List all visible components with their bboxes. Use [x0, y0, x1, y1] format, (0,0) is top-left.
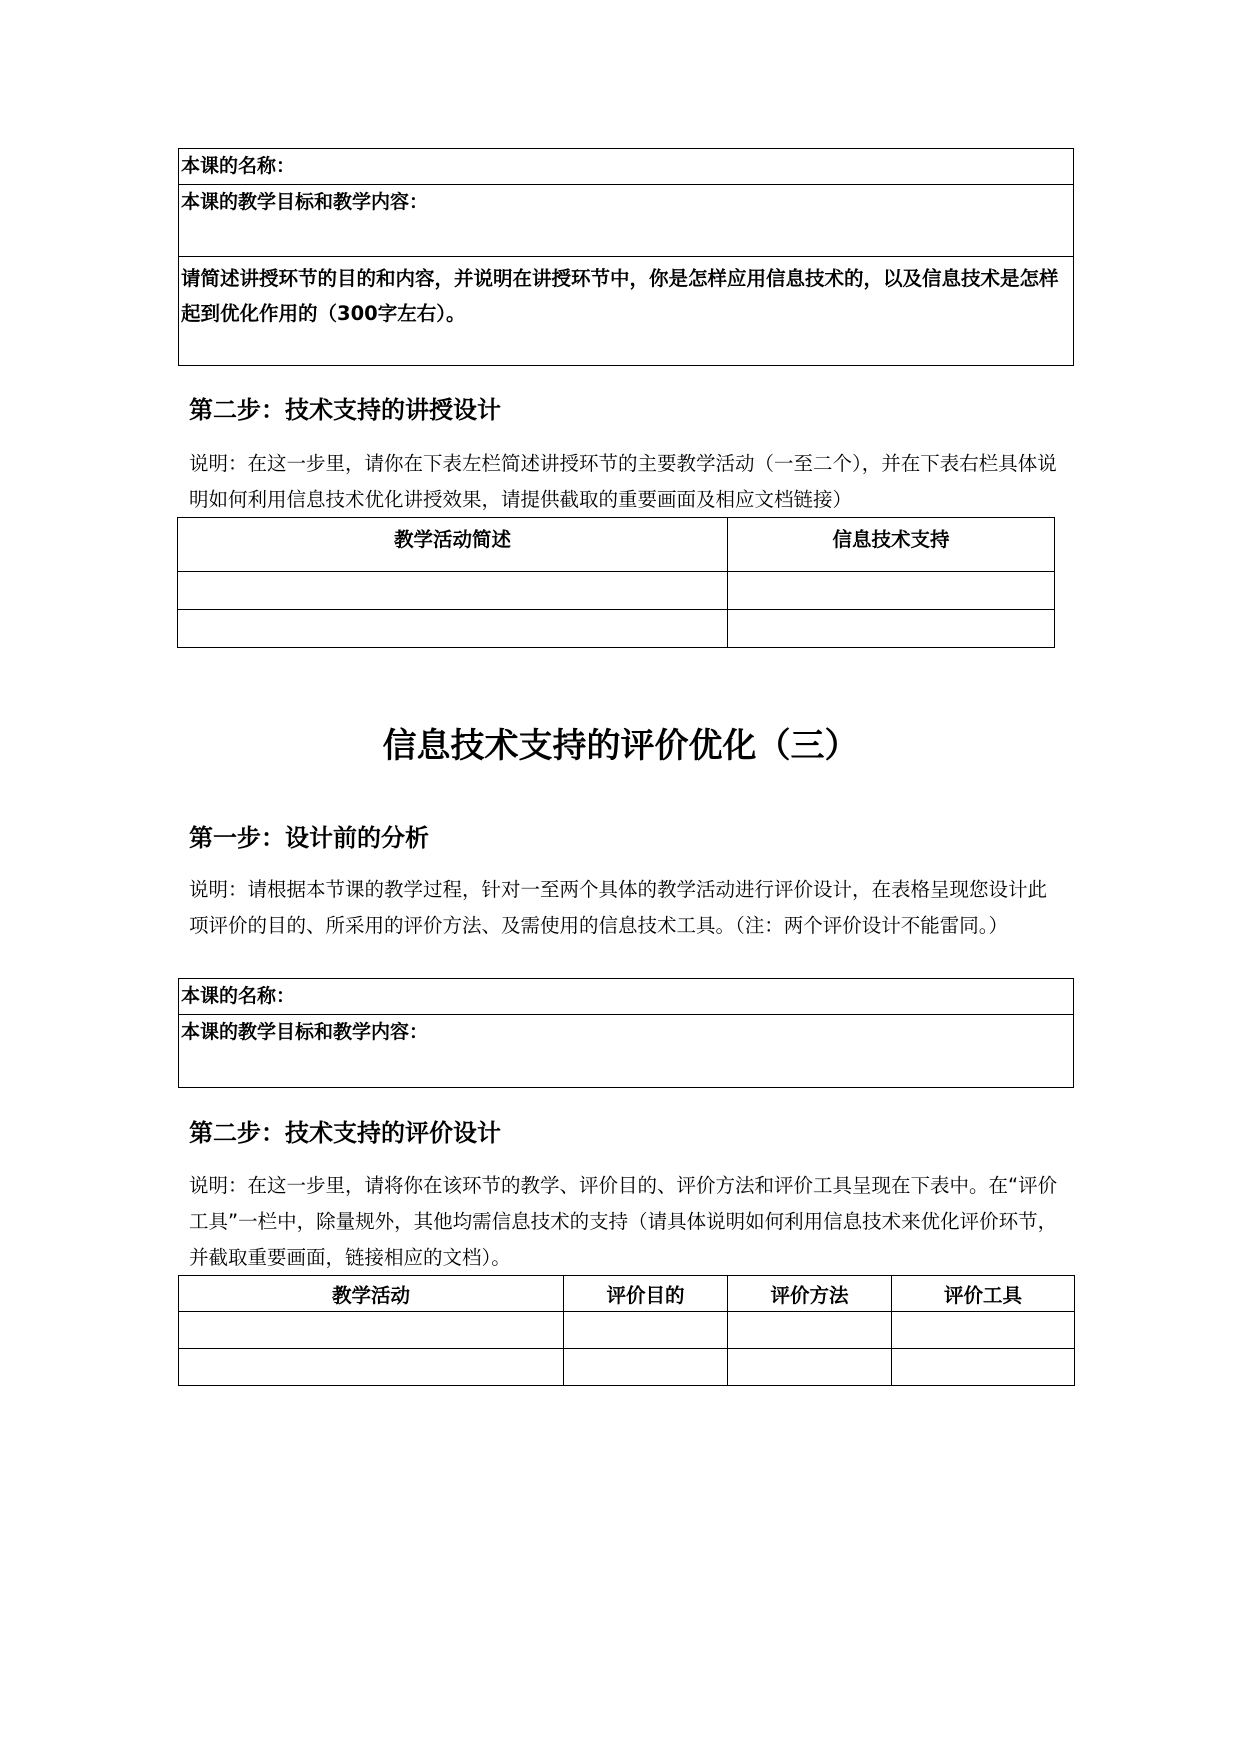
eval-activity-cell[interactable] — [179, 1312, 564, 1349]
step2-lecture-heading: 第二步：技术支持的讲授设计 — [189, 396, 501, 424]
lecture-it-support-cell[interactable] — [728, 610, 1055, 648]
header-teaching-activity: 教学活动 — [179, 1276, 564, 1312]
step2-lecture-description: 说明：在这一步里，请你在下表左栏简述讲授环节的主要教学活动（一至二个），并在下表右栏具体说明如何利用信息技术优化讲授效果，请提供截取的重要画面及相应文档链接） — [189, 452, 1057, 511]
course-name-label: 本课的名称： — [179, 149, 1074, 185]
header-eval-tool: 评价工具 — [892, 1276, 1075, 1312]
eval-activity-cell[interactable] — [179, 1349, 564, 1386]
lecture-activity-table — [177, 517, 1055, 648]
header-eval-method: 评价方法 — [728, 1276, 892, 1312]
header-it-support: 信息技术支持 — [728, 518, 1055, 572]
eval-purpose-cell[interactable] — [564, 1349, 728, 1386]
header-eval-purpose: 评价目的 — [564, 1276, 728, 1312]
objectives-label: 本课的教学目标和教学内容： — [179, 1015, 1074, 1088]
eval-tool-cell[interactable] — [892, 1312, 1075, 1349]
step2-eval-heading: 第二步：技术支持的评价设计 — [189, 1119, 501, 1147]
course-name-label: 本课的名称： — [179, 979, 1074, 1015]
lecture-activity-cell[interactable] — [178, 610, 728, 648]
course-info-table-bottom — [178, 978, 1074, 1088]
eval-method-cell[interactable] — [728, 1312, 892, 1349]
objectives-label: 本课的教学目标和教学内容： — [179, 185, 1074, 257]
header-activity-summary: 教学活动简述 — [178, 518, 728, 572]
lecture-activity-cell[interactable] — [178, 572, 728, 610]
lecture-prompt: 请简述讲授环节的目的和内容，并说明在讲授环节中，你是怎样应用信息技术的，以及信息技术是怎样起到优化作用的（300字左右）。 — [181, 267, 1059, 325]
eval-method-cell[interactable] — [728, 1349, 892, 1386]
step1-analysis-heading: 第一步：设计前的分析 — [189, 824, 429, 852]
step2-eval-description: 说明：在这一步里，请将你在该环节的教学、评价目的、评价方法和评价工具呈现在下表中。在“评价工具”一栏中，除量规外，其他均需信息技术的支持（请具体说明如何利用信息技术来优化评价环节，并截取重要画面，链接相应的文档）。 — [189, 1174, 1058, 1269]
course-info-table-top — [178, 148, 1074, 366]
step1-analysis-description: 说明：请根据本节课的教学过程，针对一至两个具体的教学活动进行评价设计，在表格呈现您设计此项评价的目的、所采用的评价方法、及需使用的信息技术工具。（注：两个评价设计不能雷同。） — [189, 878, 1048, 937]
lecture-it-support-cell[interactable] — [728, 572, 1055, 610]
lecture-prompt-cell — [179, 257, 1074, 366]
eval-purpose-cell[interactable] — [564, 1312, 728, 1349]
section-title: 信息技术支持的评价优化（三） — [382, 726, 859, 766]
evaluation-design-table — [178, 1275, 1075, 1386]
eval-tool-cell[interactable] — [892, 1349, 1075, 1386]
